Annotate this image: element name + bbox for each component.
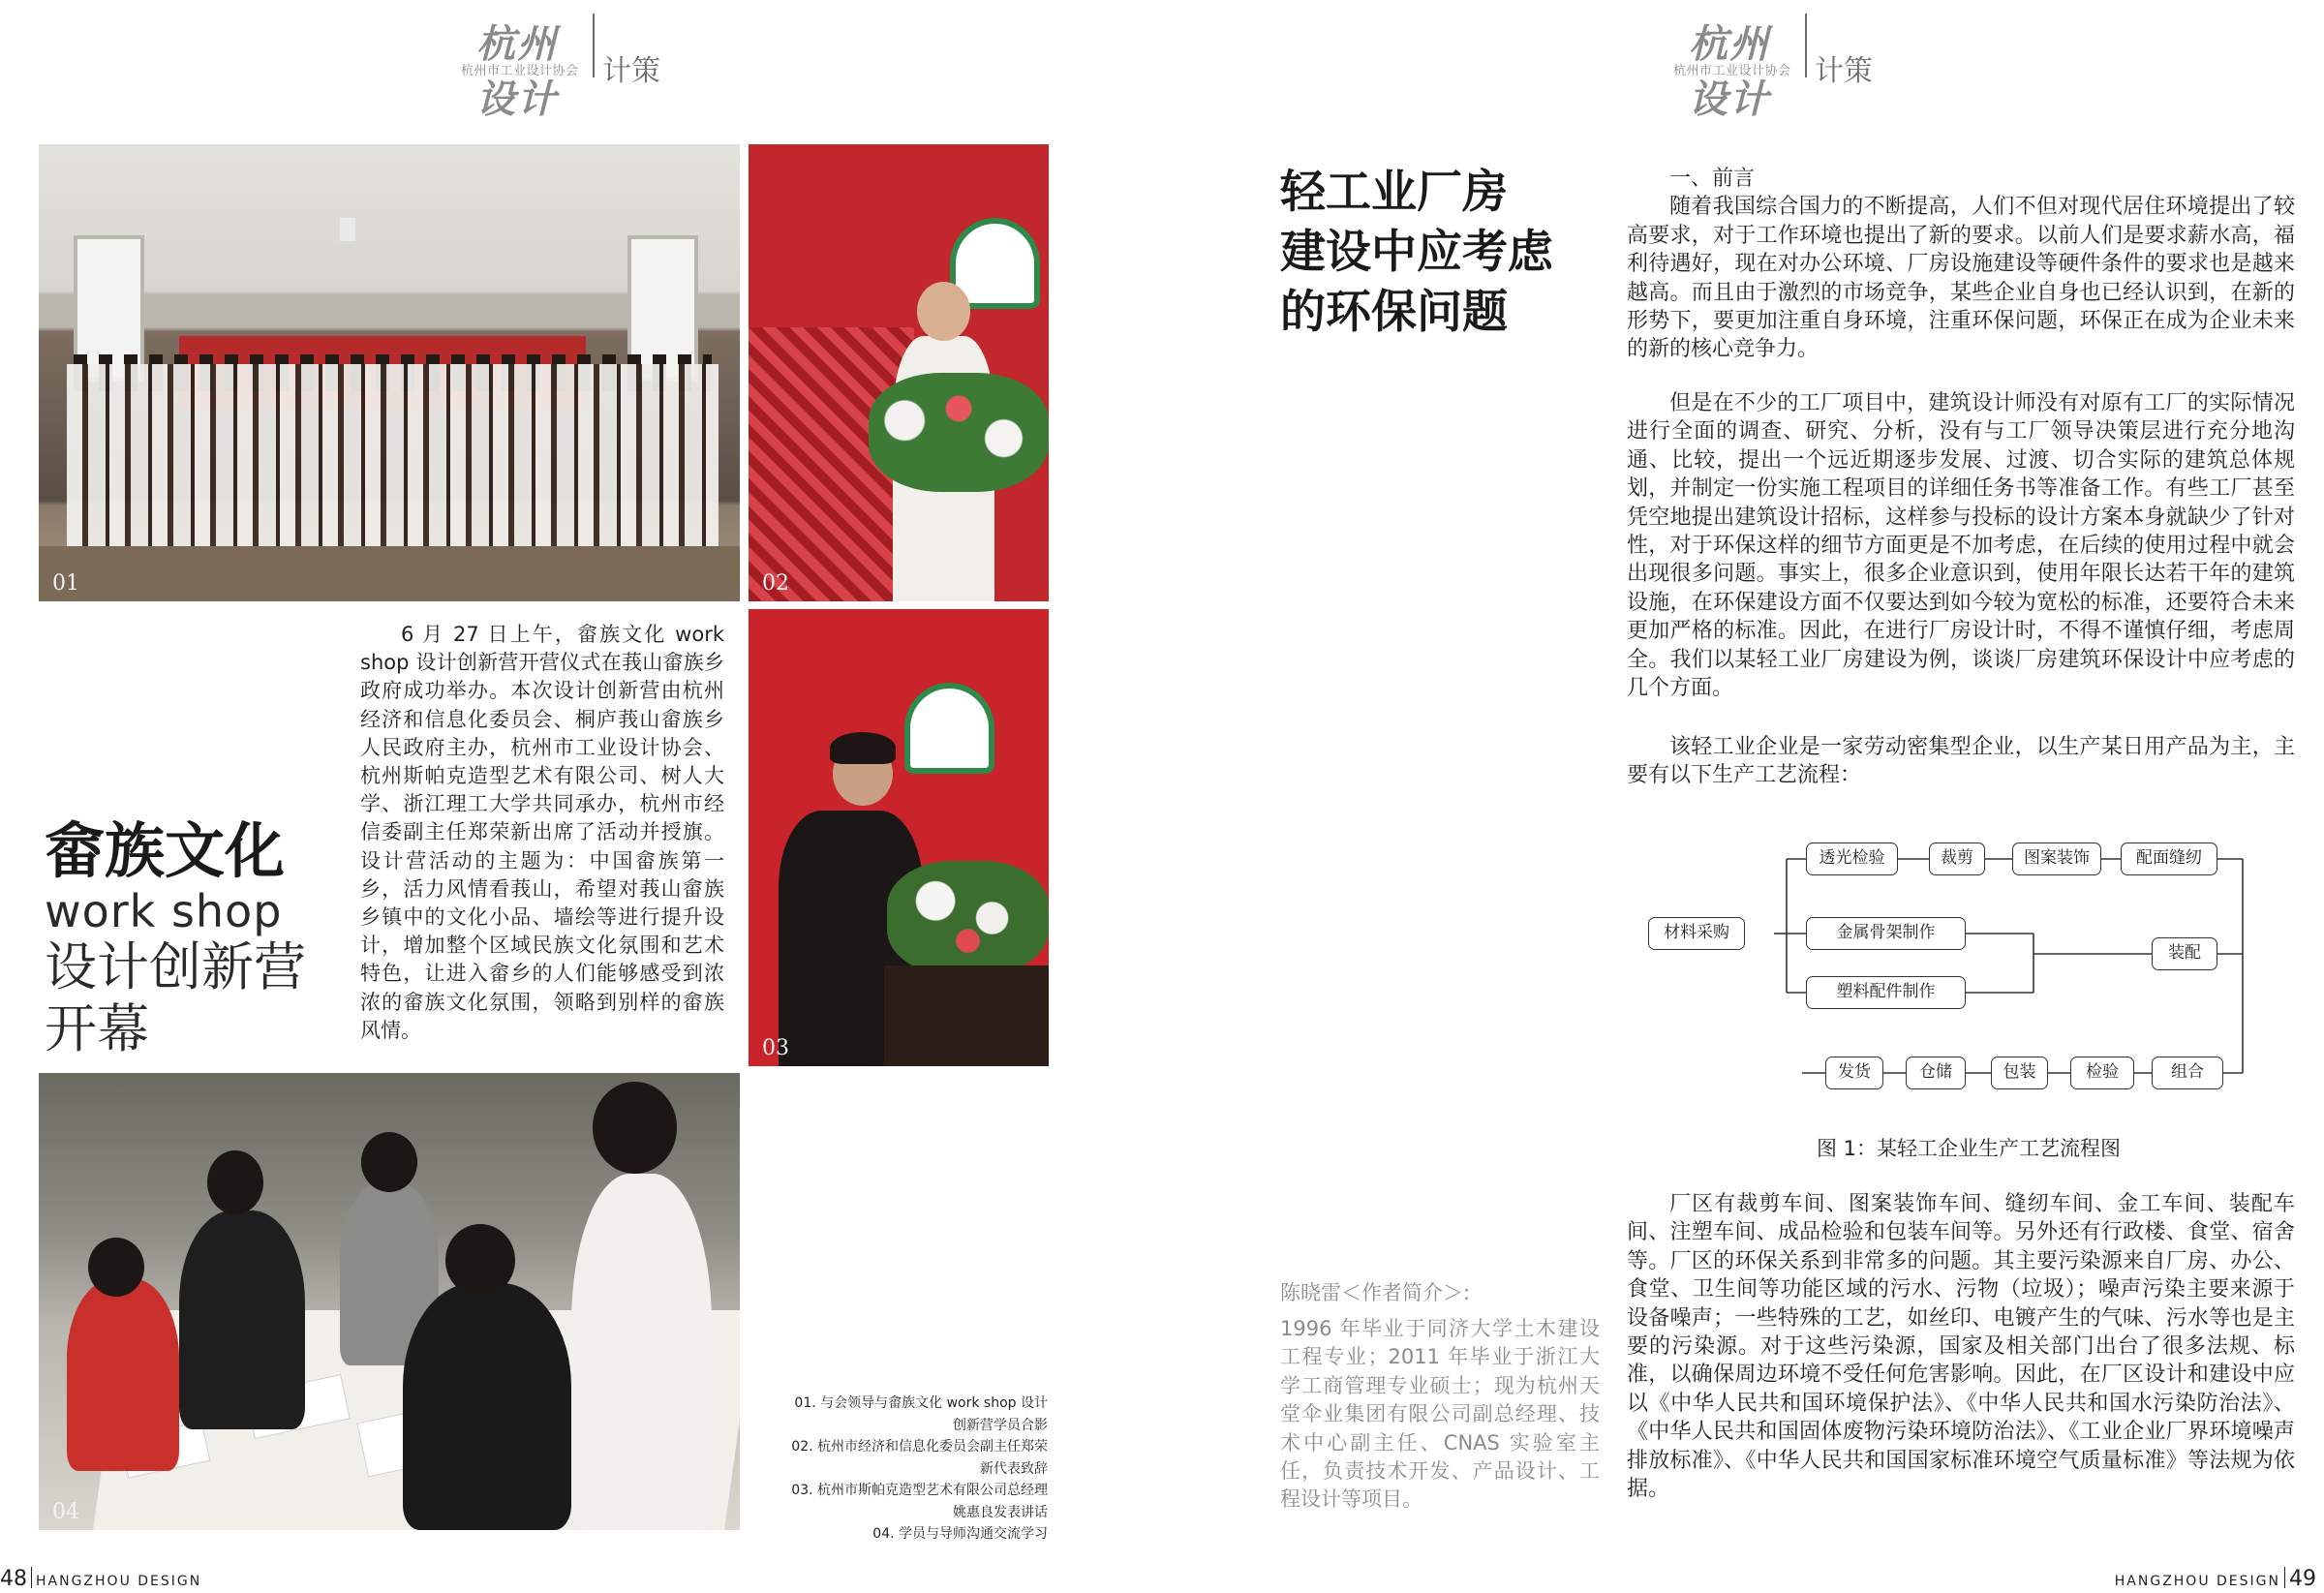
paragraph-4: 厂区有裁剪车间、图案装饰车间、缝纫车间、金工车间、装配车间、注塑车间、成品检验和包装车间等。另外还有行政楼、食堂、宿舍等。厂区的环保关系到非常多的问题。其主要污染源来自厂房、办公、食堂、卫生间等功能区域的污水、污物（垃圾）；噪声污染主要来源于设备噪声；一些特殊的工艺，如丝印、电镀产生的气味、污水等也是主要的污染源。对于这些污染源，国家及相关部门出台了很多法规、标准，以确保周边环境不受任何危害影响。因此，在厂区设计和建设中应以《中华人民共和国环境保护法》、《中华人民共和国水污染防治法》、《中华人民共和国固体废物污染环境防治法》、《工业企业厂界环境噪声排放标准》、《中华人民共和国国家标准环境空气质量标准》等法规为依据。 — [1627, 1192, 2295, 1502]
photo-group-portrait — [39, 144, 740, 601]
node-materials: 材料采购 — [1648, 917, 1745, 950]
node-shipping: 发货 — [1825, 1057, 1883, 1089]
node-packing: 包装 — [1991, 1057, 2048, 1089]
node-assembly: 装配 — [2152, 937, 2217, 970]
lead-paragraph: 6 月 27 日上午，畲族文化 work shop 设计创新营开营仪式在莪山畲族乡政府成功举办。本次设计创新营由杭州经济和信息化委员会、桐庐莪山畲族乡人民政府主办，杭州市工业设计协会、杭州斯帕克造型艺术有限公司、树人大学、浙江理工大学共同承办，杭州市经信委副主任郑荣新出席了活动并授旗。设计营活动的主题为：中国畲族第一乡，活力风情看莪山，希望对莪山畲族乡镇中的文化小品、墙绘等进行提升设计，增加整个区域民族文化氛围和艺术特色，让进入畲乡的人们能够感受到浓浓的畲族文化氛围，领略到别样的畲族风情。 — [360, 623, 724, 1042]
node-metal-frame: 金属骨架制作 — [1806, 917, 1966, 950]
logo-sub-text: 杭州市工业设计协会 — [461, 64, 579, 78]
folio-right — [2115, 1567, 2316, 1591]
paragraph-1: 随着我国综合国力的不断提高，人们不但对现代居住环境提出了较高要求，对于工作环境也提出了新的要求。以前人们是要求薪水高，福利待遇好，现在对办公环境、厂房设施建设等硬件条件的要求也是越来越高。而且由于激烈的市场竞争，某些企业自身也已经认识到，在新的形势下，要更加注重自身环境，注重环保问题，环保正在成为企业未来的新的核心竞争力。 — [1627, 195, 2295, 362]
article-title-line-3: 的环保问题 — [1280, 286, 1508, 339]
article-title — [1280, 163, 1553, 343]
caption-1: 01. 与会领导与畲族文化 work shop 设计创新营学员合影 — [794, 1395, 1048, 1433]
section-label: 计策 — [602, 54, 660, 88]
photo-captions — [786, 1393, 1048, 1546]
article-title-line-1: 轻工业厂房 — [1280, 166, 1508, 219]
caption-3: 03. 杭州市斯帕克造型艺术有限公司总经理姚惠良发表讲话 — [791, 1483, 1048, 1520]
node-inspect-light: 透光检验 — [1806, 842, 1898, 875]
photo-number: 01 — [52, 571, 79, 596]
paragraph-block-3 — [1627, 733, 2295, 790]
paragraph-block-4 — [1627, 1190, 2295, 1503]
node-sewing: 配面缝纫 — [2121, 842, 2217, 875]
author-bio: 1996 年毕业于同济大学土木建设工程专业；2011 年毕业于浙江大学工商管理专业硕士；现为杭州天堂伞业集团有限公司副总经理、技术中心副主任、CNAS 实验室主任，负责技术开发、产品设计、工程设计等项目。 — [1280, 1317, 1600, 1512]
page-number: 49 — [2289, 1567, 2316, 1591]
photo-speaker-two — [749, 609, 1049, 1066]
node-combine: 组合 — [2152, 1057, 2223, 1089]
caption-4: 04. 学员与导师沟通交流学习 — [872, 1526, 1048, 1542]
photo-number: 03 — [762, 1036, 789, 1060]
paragraph-3: 该轻工业企业是一家劳动密集型企业，以生产某日用产品为主，主要有以下生产工艺流程： — [1627, 735, 2295, 788]
node-storage: 仓储 — [1906, 1057, 1966, 1089]
logo-brush-text: 杭州设计 — [1689, 21, 1770, 122]
photo-number: 02 — [762, 571, 789, 596]
title-line-4: 开幕 — [45, 998, 149, 1059]
node-plastic-parts: 塑料配件制作 — [1806, 976, 1966, 1009]
page-number: 48 — [0, 1567, 27, 1591]
section-heading: 一、前言 — [1669, 167, 1756, 191]
process-flowchart — [1646, 823, 2305, 1104]
feature-title — [45, 816, 306, 1060]
photo-speaker-one — [749, 144, 1049, 601]
photo-number: 04 — [52, 1500, 79, 1524]
section-label: 计策 — [1815, 54, 1873, 88]
title-line-2: work shop — [45, 885, 283, 937]
node-cutting: 裁剪 — [1929, 842, 1985, 875]
photo-workshop-discussion — [39, 1073, 740, 1530]
folio-brand: HANGZHOU DESIGN — [2114, 1574, 2280, 1589]
caption-2: 02. 杭州市经济和信息化委员会副主任郑荣新代表致辞 — [791, 1439, 1048, 1477]
header-divider — [1805, 14, 1807, 77]
author-name: 陈晓雷＜作者简介＞: — [1280, 1281, 1471, 1304]
hangzhou-design-logo — [1662, 10, 1807, 122]
folio-left — [0, 1567, 201, 1591]
paragraph-2: 但是在不少的工厂项目中，建筑设计师没有对原有工厂的实际情况进行全面的调查、研究、分析，没有与工厂领导决策层进行充分地沟通、比较，提出一个远近期逐步发展、过渡、切合实际的建筑总体规划，并制定一份实施工程项目的详细任务书等准备工作。有些工厂甚至凭空地提出建筑设计招标，这样参与投标的设计方案本身就缺少了针对性，对于环保这样的细节方面更是不加考虑，在后续的使用过程中就会出现很多问题。事实上，很多企业意识到，使用年限长达若干年的建筑设施，在环保建设方面不仅要达到如今较为宽松的标准，还要符合未来更加严格的标准。因此，在进行厂房设计时，不得不谨慎仔细，考虑周全。我们以某轻工业厂房建设为例，谈谈厂房建筑环保设计中应考虑的几个方面。 — [1627, 391, 2295, 701]
folio-brand: HANGZHOU DESIGN — [36, 1574, 202, 1589]
title-line-3: 设计创新营 — [45, 936, 306, 997]
author-profile — [1280, 1278, 1600, 1515]
logo-brush-text: 杭州设计 — [476, 21, 558, 122]
hangzhou-design-logo — [449, 10, 595, 122]
node-inspection: 检验 — [2070, 1057, 2134, 1089]
article-title-line-2: 建设中应考虑 — [1280, 226, 1553, 279]
header-divider — [593, 14, 595, 77]
paragraph-block-2 — [1627, 389, 2295, 702]
right-page — [1162, 0, 2324, 1593]
intro-block — [1627, 165, 2295, 364]
figure-caption: 图 1：某轻工企业生产工艺流程图 — [1817, 1137, 2122, 1160]
node-pattern: 图案装饰 — [2012, 842, 2101, 875]
title-line-1: 畲族文化 — [45, 815, 286, 886]
logo-sub-text: 杭州市工业设计协会 — [1673, 64, 1791, 78]
